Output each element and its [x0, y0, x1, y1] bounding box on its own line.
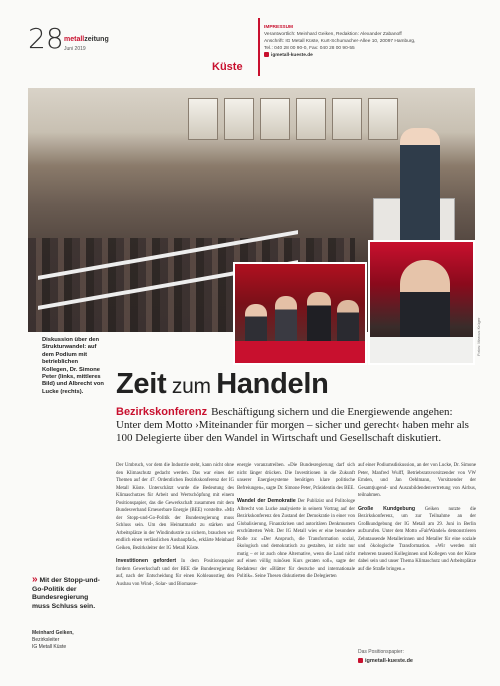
lead-keyword: Bezirkskonferenz	[116, 406, 208, 418]
window-decoration	[332, 98, 362, 140]
issue-date: Juni 2019	[64, 46, 86, 52]
imprint-title: IMPRESSUM	[264, 25, 294, 30]
subheading: Wandel der Demokratie	[237, 498, 296, 504]
stage-table	[235, 341, 365, 363]
masthead-divider	[258, 18, 260, 76]
publication-name: metallzeitung	[64, 36, 109, 43]
window-decoration	[296, 98, 326, 140]
imprint-website-link[interactable]: igmetall-kueste.de	[264, 52, 484, 59]
article-headline: Zeit zum Handeln	[116, 368, 329, 400]
position-paper-link[interactable]: igmetall-kueste.de	[358, 658, 413, 664]
window-decoration	[224, 98, 254, 140]
region-label: Küste	[212, 61, 243, 73]
photo-credit: Fotos: Marcus Krüger	[476, 317, 481, 356]
imprint-line: Anschrift: IG Metall Küste, Kurt-Schumacher-Allee 10, 20097 Hamburg,	[264, 39, 416, 44]
imprint-block	[264, 24, 484, 59]
window-decoration	[188, 98, 218, 140]
window-decoration	[368, 98, 398, 140]
pull-quote: » Mit der Stopp-und-Go-Politik der Bundesregierung muss Schluss sein.	[32, 574, 100, 610]
article-column-2: energie voranzutreiben. »Die Bundesregierung darf sich nicht länger drücken. Die Investitionen in die Zukunft unserer Energiesysteme benötigen klare politische Befreiungen«, sagte Dr. Simone Peter, Präsidentin des BEE. Wandel der Demokratie Der Publizist und Politologe Albrecht von Lucke analysierte in seinem Vortrag auf der Bezirkskonferenz den Zustand der Demokratie in einer von Globalisierung, Finanzkrisen und autoritären Denkmustern erschütterten Welt. Der IG Metall wies er eine besondere Rolle zu: »Der Anspruch, die Transformation sozial, ökologisch und demokratisch zu gestalten, ist nicht nur mutig – er ist auch ohne Alternative, wenn die Land nicht auf einen völlig ruinösen Kurs geraten soll«, sagte der Redakteur der »Blätter für deutsche und internationale Politik«. Seine Thesen diskutierten die Delegierten	[237, 463, 356, 579]
panel-discussion-photo	[233, 262, 367, 365]
page-number: 28	[28, 22, 64, 55]
window-decoration	[260, 98, 290, 140]
imprint-line: Tel.: 040 28 00 90-0, Fax: 040 28 00 90-55	[264, 46, 355, 51]
article-column-3: auf einer Podiumsdiskussion, an der von Lucke, Dr. Simone Peter, Manfred Wulff, Betriebsratsvorsitzender von VW Emden, und Jan Oehlmann, Vorsitzender der Gesamtjugend- und Auszubildendenvertretung von Airbus, teilnahmen. Große Kundgebung Geiken nutzte die Bezirkskonferenz, um zur Teilnahme an der Großkundgebung der IG Metall am 29. Juni in Berlin aufzurufen. Unter dem Motto »FairWandel« demonstrieren Zehntausende Metallerinnen und Metaller für eine soziale und ökologische Transformation. »Wir werden mit mehreren tausend Kolleginnen und Kollegen von der Küste dabei sein und unser Thema Klimaschutz und Arbeitsplätze auf die Straße bringen.«	[358, 463, 476, 572]
quote-author: Meinhard Geiken, Bezirksleiter IG Metall Küste	[32, 630, 74, 650]
subheading: Große Kundgebung	[358, 505, 416, 512]
speaker-portrait-photo	[368, 240, 475, 365]
subheading: Investitionen gefordert	[116, 558, 177, 564]
photo-caption: Diskussion über den Strukturwandel: auf dem Podium mit betrieblichen Kollegen, Dr. Simone Peter (links, mittleres Bild) und Albrecht von Lucke (rechts).	[42, 337, 104, 395]
link-bullet-icon	[264, 52, 269, 57]
article-lead: Bezirkskonferenz Beschäftigung sichern und die Energiewende angehen: Unter dem Motto ›Miteinander für morgen – sicher und gerecht‹ haben mehr als 100 Delegierte über den Wandel in Wirtschaft und Gesellschaft diskutiert.	[116, 406, 469, 444]
article-column-1: Der Umbruch, vor dem die Industrie steht, kann nicht ohne den Klimaschutz gedacht werden. Das war eines der Themen auf der 47. Ordentlichen Bezirkskonferenz der IG Metall Küste. Unterschätzt wurde die Bedeutung des Klimaschutzes für Arbeit und Wertschöpfung mit einem Positionspapier, das die Gewerkschaft zusammen mit dem Bundesverband Erneuerbare Energie (BEE) vorstellte. »Mit der Stopp-und-Go-Politik der Bundesregierung muss Schluss sein. Um den Heimatmarkt zu stärken und Arbeitsplätze in der Windindustrie zu sichern, brauchen wir endlich einen verlässlichen Ausbaupfad«, erklärte Meinhard Geiken, Bezirksleiter der IG Metall Küste. Investitionen gefordert In dem Positionspapier fordern Gewerkschaft und der BEE die Bundesregierung auf, nach der Entscheidung für einen Kohleausstieg den Ausbau von Wind-, Solar- und Biomasse-	[116, 463, 234, 587]
imprint-line: Verantwortlich: Meinhard Geiken, Redaktion: Alexander Zabanoff	[264, 32, 402, 37]
position-paper-label: Das Positionspapier:	[358, 649, 404, 655]
panelist-figure	[307, 292, 331, 348]
podium-desk	[370, 337, 473, 363]
quote-mark-icon: »	[32, 574, 38, 585]
link-bullet-icon	[358, 658, 363, 663]
speaker-figure	[400, 128, 440, 248]
